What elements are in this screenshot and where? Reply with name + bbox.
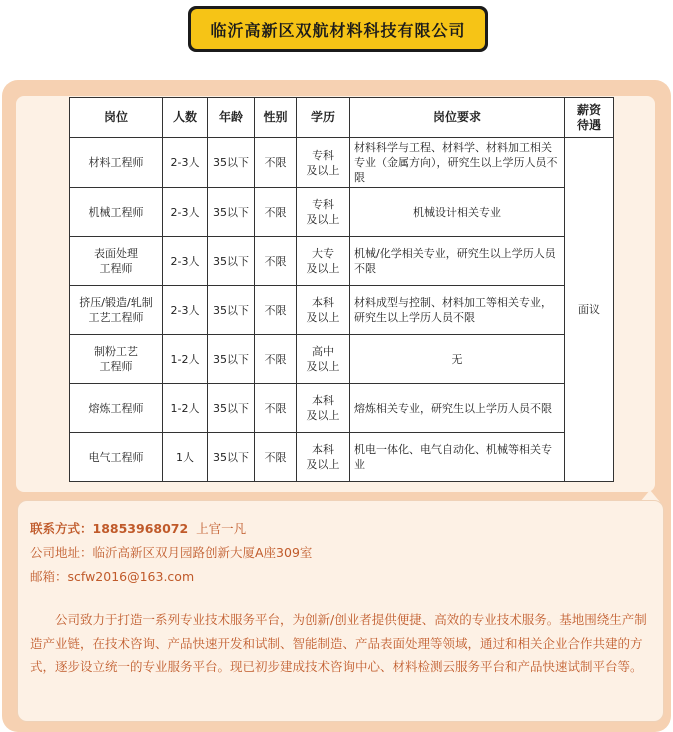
cell-position: 挤压/锻造/轧制 工艺工程师	[70, 286, 163, 335]
cell-gender: 不限	[255, 286, 297, 335]
cell-requirement: 机电一体化、电气自动化、机械等相关专业	[350, 433, 565, 482]
cell-count: 1-2人	[163, 335, 208, 384]
header-count: 人数	[163, 98, 208, 138]
cell-education: 大专 及以上	[297, 237, 350, 286]
cell-count: 1人	[163, 433, 208, 482]
cell-requirement: 熔炼相关专业，研究生以上学历人员不限	[350, 384, 565, 433]
header-position: 岗位	[70, 98, 163, 138]
table-row	[70, 335, 614, 384]
cell-requirement: 材料科学与工程、材料学、材料加工相关专业（金属方向），研究生以上学历人员不限	[350, 138, 565, 188]
table-header-row	[70, 98, 614, 138]
cell-position: 表面处理 工程师	[70, 237, 163, 286]
contact-address: 公司地址：临沂高新区双月园路创新大厦A座309室	[30, 545, 313, 560]
cell-gender: 不限	[255, 384, 297, 433]
cell-age: 35以下	[208, 237, 255, 286]
cell-count: 2-3人	[163, 188, 208, 237]
cell-education: 本科 及以上	[297, 384, 350, 433]
contact-label: 联系方式：	[30, 521, 93, 536]
cell-requirement: 机械设计相关专业	[350, 188, 565, 237]
cell-education: 本科 及以上	[297, 433, 350, 482]
cell-gender: 不限	[255, 237, 297, 286]
cell-education: 专科 及以上	[297, 188, 350, 237]
contact-person: 上官一凡	[196, 521, 247, 536]
header-education: 学历	[297, 98, 350, 138]
cell-gender: 不限	[255, 335, 297, 384]
contact-info	[30, 517, 312, 589]
header-age: 年龄	[208, 98, 255, 138]
company-title: 临沂高新区双航材料科技有限公司	[191, 9, 485, 49]
job-table	[69, 97, 614, 482]
header-requirement: 岗位要求	[350, 98, 565, 138]
contact-email[interactable]: 邮箱：scfw2016@163.com	[30, 569, 195, 584]
cell-gender: 不限	[255, 138, 297, 188]
table-row	[70, 286, 614, 335]
cell-age: 35以下	[208, 188, 255, 237]
cell-gender: 不限	[255, 433, 297, 482]
cell-education: 本科 及以上	[297, 286, 350, 335]
cell-requirement: 材料成型与控制、材料加工等相关专业，研究生以上学历人员不限	[350, 286, 565, 335]
cell-age: 35以下	[208, 138, 255, 188]
cell-age: 35以下	[208, 286, 255, 335]
cell-requirement: 无	[350, 335, 565, 384]
contact-phone-line	[30, 517, 312, 541]
cell-education: 高中 及以上	[297, 335, 350, 384]
table-row	[70, 433, 614, 482]
cell-position: 机械工程师	[70, 188, 163, 237]
cell-age: 35以下	[208, 384, 255, 433]
cell-age: 35以下	[208, 433, 255, 482]
header-gender: 性别	[255, 98, 297, 138]
header-salary-label: 薪资 待遇	[576, 102, 601, 132]
contact-phone[interactable]: 18853968072	[92, 521, 189, 536]
cell-position: 制粉工艺 工程师	[70, 335, 163, 384]
table-row	[70, 384, 614, 433]
title-banner	[188, 6, 488, 52]
cell-position: 电气工程师	[70, 433, 163, 482]
cell-age: 35以下	[208, 335, 255, 384]
header-salary	[565, 98, 614, 138]
cell-position: 材料工程师	[70, 138, 163, 188]
cell-salary: 面议	[565, 138, 614, 482]
cell-gender: 不限	[255, 188, 297, 237]
table-row	[70, 188, 614, 237]
cell-count: 2-3人	[163, 286, 208, 335]
company-intro: 公司致力于打造一系列专业技术服务平台，为创新/创业者提供便捷、高效的专业技术服务。基地围绕生产制造产业链，在技术咨询、产品快速开发和试制、智能制造、产品表面处理等领域，通过和相关企业合作共建的方式，逐步设立统一的专业服务平台。现已初步建成技术咨询中心、材料检测云服务平台和产品快速试制平台等。	[30, 612, 647, 674]
cell-count: 2-3人	[163, 138, 208, 188]
table-row	[70, 237, 614, 286]
cell-count: 1-2人	[163, 384, 208, 433]
cell-count: 2-3人	[163, 237, 208, 286]
cell-position: 熔炼工程师	[70, 384, 163, 433]
cell-education: 专科 及以上	[297, 138, 350, 188]
cell-requirement: 机械/化学相关专业，研究生以上学历人员不限	[350, 237, 565, 286]
table-row	[70, 138, 614, 188]
